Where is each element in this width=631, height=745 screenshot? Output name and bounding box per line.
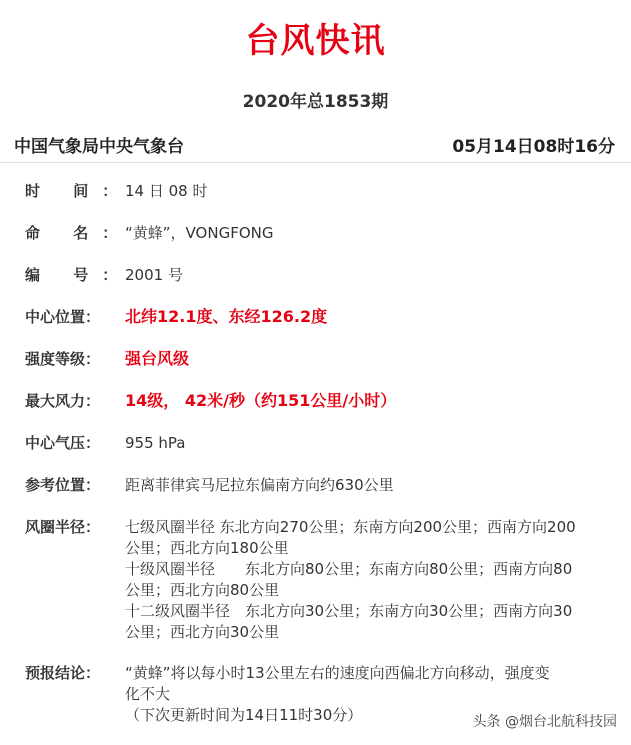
forecast-label: 预报结论： bbox=[25, 664, 101, 682]
agency-name: 中国气象局中央气象台 bbox=[14, 137, 184, 157]
forecast-line: “黄蜂”将以每小时13公里左右的速度向西偏北方向移动，强度变 bbox=[125, 664, 550, 682]
wind-radius-value bbox=[125, 517, 605, 643]
publish-datetime: 05月14日08时16分 bbox=[452, 137, 615, 157]
wind-radius-line: 公里；西北方向80公里 bbox=[125, 581, 280, 599]
page-title: 台风快讯 bbox=[245, 21, 386, 61]
forecast-line: 化不大 bbox=[125, 685, 171, 703]
intensity-value: 强台风级 bbox=[125, 349, 190, 368]
header-divider bbox=[0, 162, 631, 163]
pressure-label: 中心气压： bbox=[25, 434, 101, 452]
reference-position-label: 参考位置： bbox=[25, 476, 101, 494]
watermark: 头条 @烟台北航科技园 bbox=[472, 714, 617, 730]
max-wind-value: 14级， 42米/秒（约151公里/小时） bbox=[125, 391, 397, 410]
center-position-value: 北纬12.1度、东经126.2度 bbox=[125, 307, 328, 326]
intensity-label: 强度等级： bbox=[25, 350, 101, 368]
wind-radius-line: 十级风圈半径 东北方向80公里；东南方向80公里；西南方向80 bbox=[125, 560, 573, 578]
reference-position-value: 距离菲律宾马尼拉东偏南方向约630公里 bbox=[125, 476, 394, 494]
number-label: 编 号： bbox=[25, 266, 132, 284]
issue-number: 2020年总1853期 bbox=[242, 92, 389, 112]
forecast-next-update: （下次更新时间为14日11时30分） bbox=[125, 706, 363, 724]
wind-radius-line: 公里；西北方向30公里 bbox=[125, 623, 280, 641]
number-value: 2001 号 bbox=[125, 266, 183, 284]
time-value: 14 日 08 时 bbox=[125, 182, 208, 200]
pressure-value: 955 hPa bbox=[125, 434, 186, 452]
name-label: 命 名： bbox=[25, 224, 132, 242]
name-value: “黄蜂”，VONGFONG bbox=[125, 224, 274, 242]
wind-radius-line: 公里；西北方向180公里 bbox=[125, 539, 289, 557]
max-wind-label: 最大风力： bbox=[25, 392, 101, 410]
wind-radius-label: 风圈半径： bbox=[25, 518, 101, 536]
wind-radius-line: 七级风圈半径 东北方向270公里；东南方向200公里；西南方向200 bbox=[125, 518, 576, 536]
center-position-label: 中心位置： bbox=[25, 308, 101, 326]
wind-radius-line: 十二级风圈半径 东北方向30公里；东南方向30公里；西南方向30 bbox=[125, 602, 573, 620]
time-label: 时 间： bbox=[25, 182, 132, 200]
